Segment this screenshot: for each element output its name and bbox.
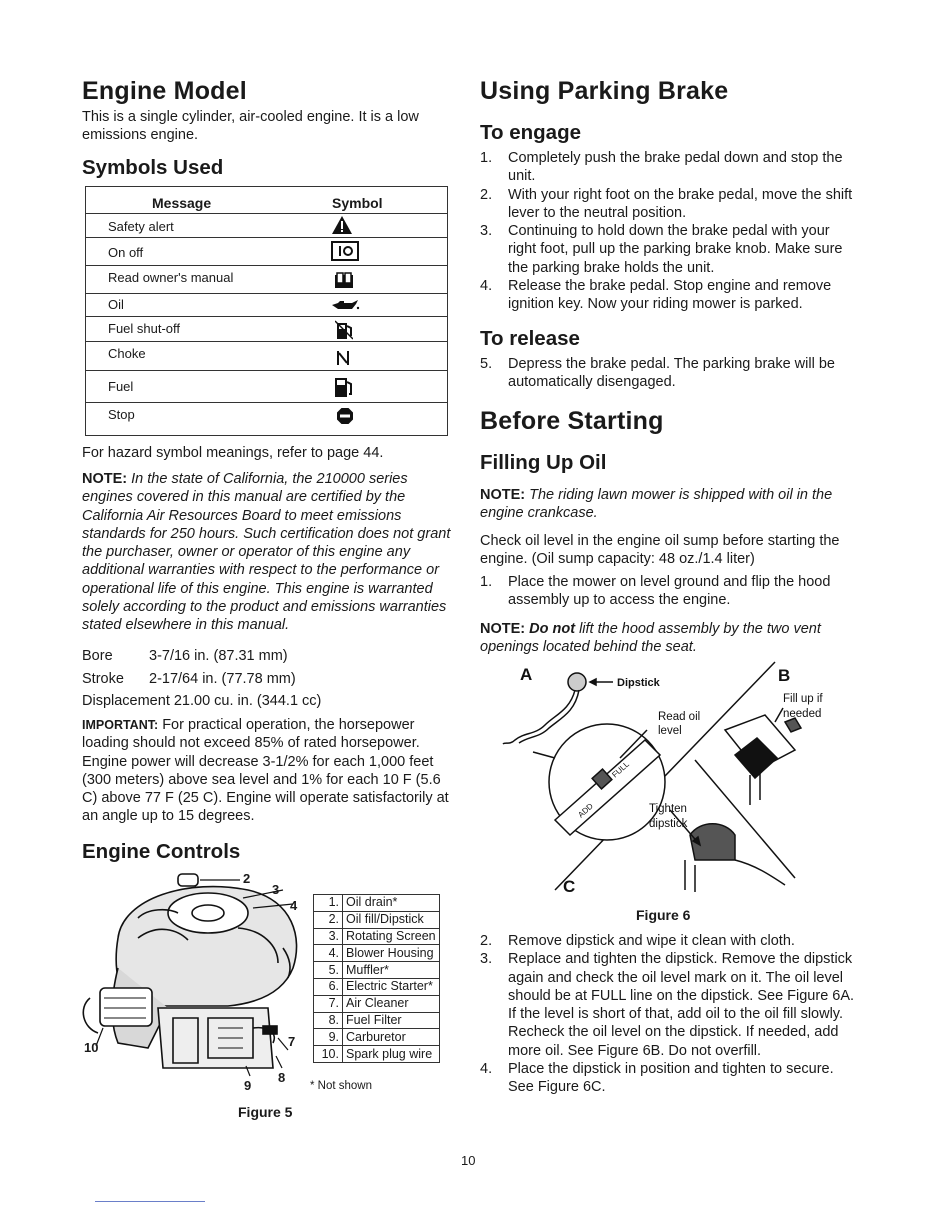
symbols-table (85, 186, 448, 436)
callout-8: 8 (278, 1070, 286, 1085)
symbol-row (86, 294, 447, 317)
symbol-message: Stop (108, 407, 135, 422)
parts-row (314, 1046, 440, 1063)
engine-model-heading: Engine Model (82, 77, 247, 105)
choke-icon (336, 350, 350, 371)
displacement: Displacement 21.00 cu. in. (344.1 cc) (82, 693, 322, 709)
oil-can-icon (330, 298, 360, 316)
label-c: C (563, 877, 576, 896)
engine-illustration (78, 868, 308, 1093)
symbol-row (86, 403, 447, 434)
add-mark: ADD (576, 801, 595, 820)
note-label: NOTE: (82, 471, 128, 487)
parking-brake-heading: Using Parking Brake (480, 77, 729, 105)
callout-10: 10 (84, 1040, 99, 1055)
callout-2: 2 (243, 871, 251, 886)
step-number: 2. (480, 186, 493, 203)
oil-steps-continued (480, 932, 860, 1097)
symbol-row (86, 371, 447, 403)
needed-label: needed (783, 708, 822, 720)
symbol-row (86, 266, 447, 294)
important-label: IMPORTANT: (82, 718, 159, 732)
read-oil-label: Read oil (658, 711, 701, 723)
hazard-reference: For hazard symbol meanings, refer to page 44. (82, 445, 384, 461)
part-number: 2. (314, 911, 343, 928)
step-text: Place the dipstick in position and tighten to secure. See Figure 6C. (508, 1061, 834, 1096)
step-text: With your right foot on the brake pedal, move the shift lever to the neutral position. (508, 186, 853, 221)
step-number: 3. (480, 223, 493, 240)
stop-icon (336, 407, 354, 430)
fill-up-label: Fill up if (783, 693, 823, 705)
figure-6-illustration (495, 660, 835, 900)
part-name: Fuel Filter (343, 1012, 440, 1029)
fuel-pump-icon (334, 376, 354, 403)
list-item (480, 932, 860, 950)
step-number: 3. (480, 951, 493, 968)
part-number: 8. (314, 1012, 343, 1029)
stroke-value: 2-17/64 in. (77.78 mm) (149, 670, 296, 687)
step-number: 1. (480, 150, 493, 166)
dipstick-tighten-label: dipstick (649, 818, 688, 830)
part-name: Spark plug wire (343, 1046, 440, 1063)
symbol-message: Read owner's manual (108, 270, 234, 285)
step-text: Completely push the brake pedal down and stop the unit. (508, 150, 843, 185)
list-item (480, 186, 860, 223)
list-item (480, 355, 860, 392)
part-number: 6. (314, 978, 343, 995)
engine-specs (82, 645, 321, 713)
symbol-message: Oil (108, 297, 124, 312)
symbol-message: Choke (108, 346, 146, 361)
step-text: Place the mower on level ground and flip the hood assembly up to access the engine. (508, 574, 831, 609)
part-number: 1. (314, 895, 343, 912)
callout-4: 4 (290, 898, 298, 913)
part-number: 3. (314, 928, 343, 945)
symbol-row (86, 238, 447, 266)
list-item (480, 222, 860, 277)
symbol-row (86, 342, 447, 371)
symbol-message: Fuel (108, 379, 134, 394)
important-note (82, 716, 452, 826)
stroke-label: Stroke (82, 670, 124, 687)
part-name: Oil fill/Dipstick (343, 911, 440, 928)
check-oil-text: Check oil level in the engine oil sump before starting the engine. (Oil sump capacity: 48 oz./1.4 liter) (480, 533, 840, 568)
note-text: lift the hood assembly by the two vent openings located behind the seat. (480, 621, 821, 656)
manual-icon (334, 272, 354, 294)
page-number: 10 (461, 1153, 476, 1168)
col-symbol: Symbol (332, 195, 383, 211)
engage-steps (480, 149, 860, 314)
callout-7: 7 (288, 1034, 296, 1049)
step-number: 4. (480, 278, 493, 295)
list-item (480, 573, 860, 610)
callout-9: 9 (244, 1078, 252, 1093)
label-b: B (778, 666, 791, 685)
label-a: A (520, 665, 533, 684)
dipstick-label: Dipstick (617, 677, 660, 689)
note-text: In the state of California, the 210000 series engines covered in this manual are certified by the California Air Resources Board to meet emissions standards for 250 hours. Such certification does not grant the purchaser, owner or operator of this engine any additional warranties with respect to the performance or operational life of this engine. This engine is warranted solely according to the product and emissions warranties stated elsewhere in this manual. (82, 471, 451, 634)
symbol-row (86, 317, 447, 342)
step-number: 1. (480, 574, 493, 590)
step-text: Replace and tighten the dipstick. Remove the dipstick again and check the oil level mark on it. The oil level should be at FULL line on the dipstick. See Figure 6A. If the level is short of that, add oil to the oil fill slowly. Recheck the oil level on the dipstick. If needed, add more oil. See Figure 6B. Do not overfill. (508, 951, 855, 1059)
part-name: Air Cleaner (343, 995, 440, 1012)
filling-up-oil-heading: Filling Up Oil (480, 451, 607, 474)
part-name: Rotating Screen (343, 928, 440, 945)
note-label: NOTE: (480, 487, 526, 503)
part-number: 4. (314, 945, 343, 962)
engine-controls-heading: Engine Controls (82, 840, 241, 863)
to-release-heading: To release (480, 327, 580, 350)
full-mark: FULL (610, 759, 631, 780)
step-text: Depress the brake pedal. The parking brake will be automatically disengaged. (508, 356, 835, 391)
important-text: For practical operation, the horsepower loading should not exceed 85% of rated horsepower. Engine power will decrease 3-1/2% for each 1,000 feet (300 meters) above sea level and 1% for each 10 F (5.6 C) above 77 F (25 C). Engine will operate satisfactorily at an angle up to 15 degrees. (82, 717, 449, 825)
list-item (480, 1060, 860, 1097)
symbols-table-header (86, 187, 447, 214)
step-text: Continuing to hold down the brake pedal with your right foot, pull up the parking brake knob. Make sure the parking brake holds the unit. (508, 223, 843, 276)
note-emphasis: Do not (529, 621, 576, 637)
symbol-row (86, 214, 447, 238)
california-note (82, 470, 454, 635)
step-text: Remove dipstick and wipe it clean with cloth. (508, 933, 795, 949)
safety-alert-icon (331, 215, 353, 240)
bore-label: Bore (82, 648, 113, 664)
parts-row (314, 1012, 440, 1029)
part-name: Carburetor (343, 1029, 440, 1046)
part-name: Blower Housing (343, 945, 440, 962)
parts-row (314, 978, 440, 995)
symbol-message: Fuel shut-off (108, 321, 181, 336)
col-message: Message (152, 195, 212, 211)
oil-step-1 (480, 573, 860, 610)
parts-row (314, 928, 440, 945)
footer-rule (95, 1201, 205, 1202)
part-number: 7. (314, 995, 343, 1012)
parts-row (314, 995, 440, 1012)
parts-row (314, 1029, 440, 1046)
on-off-icon (331, 241, 359, 266)
to-engage-heading: To engage (480, 121, 581, 144)
figure-5-caption: Figure 5 (238, 1104, 293, 1120)
part-number: 9. (314, 1029, 343, 1046)
level-label: level (658, 725, 682, 737)
symbol-message: On off (108, 245, 144, 260)
note-label: NOTE: (480, 621, 526, 637)
before-starting-heading: Before Starting (480, 407, 664, 435)
list-item (480, 149, 860, 186)
part-number: 5. (314, 962, 343, 979)
list-item (480, 277, 860, 314)
step-number: 2. (480, 933, 493, 949)
tighten-label: Tighten (649, 803, 687, 815)
parts-row (314, 945, 440, 962)
engine-controls-parts-table (313, 894, 440, 1063)
note-text: The riding lawn mower is shipped with oil in the engine crankcase. (480, 487, 833, 522)
part-number: 10. (314, 1046, 343, 1063)
parts-row (314, 895, 440, 912)
bore-value: 3-7/16 in. (87.31 mm) (149, 648, 288, 664)
engine-model-text: This is a single cylinder, air-cooled engine. It is a low emissions engine. (82, 109, 419, 144)
list-item (480, 950, 860, 1060)
part-name: Oil drain* (343, 895, 440, 912)
not-shown-note: * Not shown (310, 1080, 373, 1092)
step-number: 5. (480, 356, 493, 372)
figure-6-caption: Figure 6 (636, 907, 691, 923)
hood-note (480, 620, 860, 657)
callout-3: 3 (272, 882, 280, 897)
step-text: Release the brake pedal. Stop engine and remove ignition key. Now your riding mower is parked. (508, 278, 832, 313)
release-steps (480, 355, 860, 392)
symbol-message: Safety alert (108, 219, 174, 234)
part-name: Electric Starter* (343, 978, 440, 995)
shipped-oil-note (480, 486, 860, 523)
symbols-used-heading: Symbols Used (82, 156, 224, 179)
part-name: Muffler* (343, 962, 440, 979)
step-number: 4. (480, 1061, 493, 1078)
parts-row (314, 911, 440, 928)
parts-row (314, 962, 440, 979)
